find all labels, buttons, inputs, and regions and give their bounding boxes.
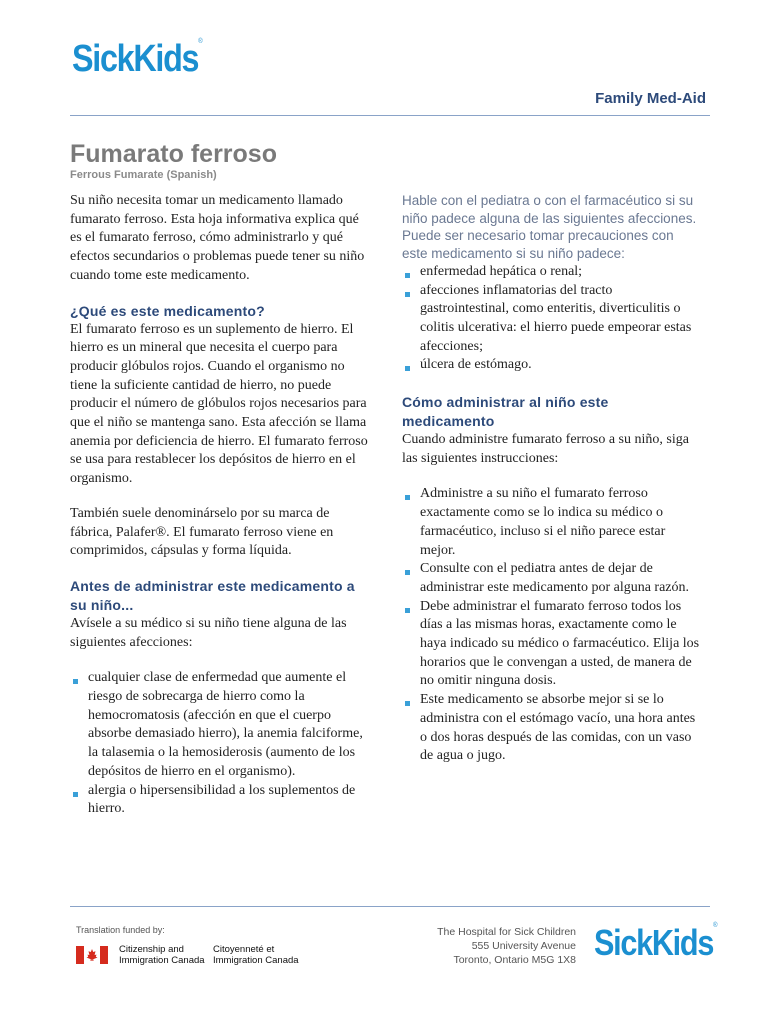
how-list [402,485,700,766]
gov-name-french: Citoyenneté et Immigration Canada [213,944,299,966]
hospital-address: The Hospital for Sick Children 555 University Avenue Toronto, Ontario M5G 1X8 [437,926,576,966]
bullet-icon [405,366,410,371]
list-item: alergia o hipersensibilidad a los suplementos de hierro. [70,782,370,819]
series-title: Family Med-Aid [595,90,706,107]
sickkids-logo: SickKids® [72,38,203,80]
caution-list [402,263,700,375]
sickkids-footer-logo: SickKids® [594,922,718,963]
header-divider [70,115,710,116]
document-title: Fumarato ferroso [70,140,277,168]
section-heading-what: ¿Qué es este medicamento? [70,302,265,319]
section-heading-how: Cómo administrar al niño este medicamento [402,394,609,430]
bullet-icon [405,570,410,575]
caution-intro: Hable con el pediatra o con el farmacéutico si su niño padece alguna de las siguientes afecciones. Puede ser necesario tomar precauciones con este medicamento si su niño padece: [402,193,697,262]
section-heading-before: Antes de administrar este medicamento a su niño... [70,577,355,613]
document-subtitle: Ferrous Fumarate (Spanish) [70,169,217,181]
intro-paragraph: Su niño necesita tomar un medicamento llamado fumarato ferroso. Esta hoja informativa explica qué es el fumarato ferroso, cómo administrarlo y qué efectos secundarios o problemas puede tener su niño cuando tome este medicamento. [70,193,365,283]
left-column [70,192,370,819]
list-item: cualquier clase de enfermedad que aumente el riesgo de sobrecarga de hierro como la hemocromatosis (afección en que el cuerpo absorbe demasiado hierro), la anemia falciforme, la talasemia o la hemosiderosis (aumento de los depósitos de hierro en el organismo). [70,669,370,781]
list-item: Administre a su niño el fumarato ferroso exactamente como se lo indica su médico o farmacéutico, incluso si el niño parece estar mejor. [402,485,700,560]
bullet-icon [405,608,410,613]
list-item: afecciones inflamatorias del tracto gastrointestinal, como enteritis, diverticulitis o colitis ulcerativa: el hierro puede empeorar estas afecciones; [402,282,700,357]
list-item: Consulte con el pediatra antes de dejar de administrar este medicamento por alguna razón. [402,560,700,597]
list-item: úlcera de estómago. [402,356,700,375]
gov-name-english: Citizenship and Immigration Canada [119,944,205,966]
bullet-icon [405,701,410,706]
bullet-icon [405,273,410,278]
footer-divider [70,906,710,907]
list-item: enfermedad hepática o renal; [402,263,700,282]
how-intro: Cuando administre fumarato ferroso a su niño, siga las siguientes instrucciones: [402,432,689,466]
list-item: Debe administrar el fumarato ferroso todos los días a las mismas horas, exactamente como le haya indicado su médico o farmacéutico. Elija los horarios que le convengan a usted, de manera de no omitir ninguna dosis. [402,598,700,692]
bullet-icon [405,292,410,297]
bullet-icon [405,495,410,500]
what-paragraph-2: También suele denominárselo por su marca de fábrica, Palafer®. El fumarato ferroso viene en comprimidos, cápsulas y forma líquida. [70,505,334,559]
what-paragraph-1: El fumarato ferroso es un suplemento de hierro. El hierro es un mineral que necesita el cuerpo para producir glóbulos rojos. Cuando el organismo no tiene la suficiente cantidad de hierro, no puede producir el número de glóbulos rojos necesarios para que el niño se mantenga sano. Esta afección se llama anemia por deficiencia de hierro. El fumarato ferroso se usa para restablecer los depósitos de hierro en el organismo. [70,321,368,487]
bullet-icon [73,679,78,684]
bullet-icon [73,792,78,797]
canada-flag-icon [76,946,108,964]
translation-label: Translation funded by: [76,925,165,935]
right-column [402,192,700,766]
list-item: Este medicamento se absorbe mejor si se lo administra con el estómago vacío, una hora antes o dos horas después de las comidas, con un vaso de agua o jugo. [402,691,700,766]
before-intro: Avísele a su médico si su niño tiene alguna de las siguientes afecciones: [70,615,347,650]
before-list [70,669,370,819]
